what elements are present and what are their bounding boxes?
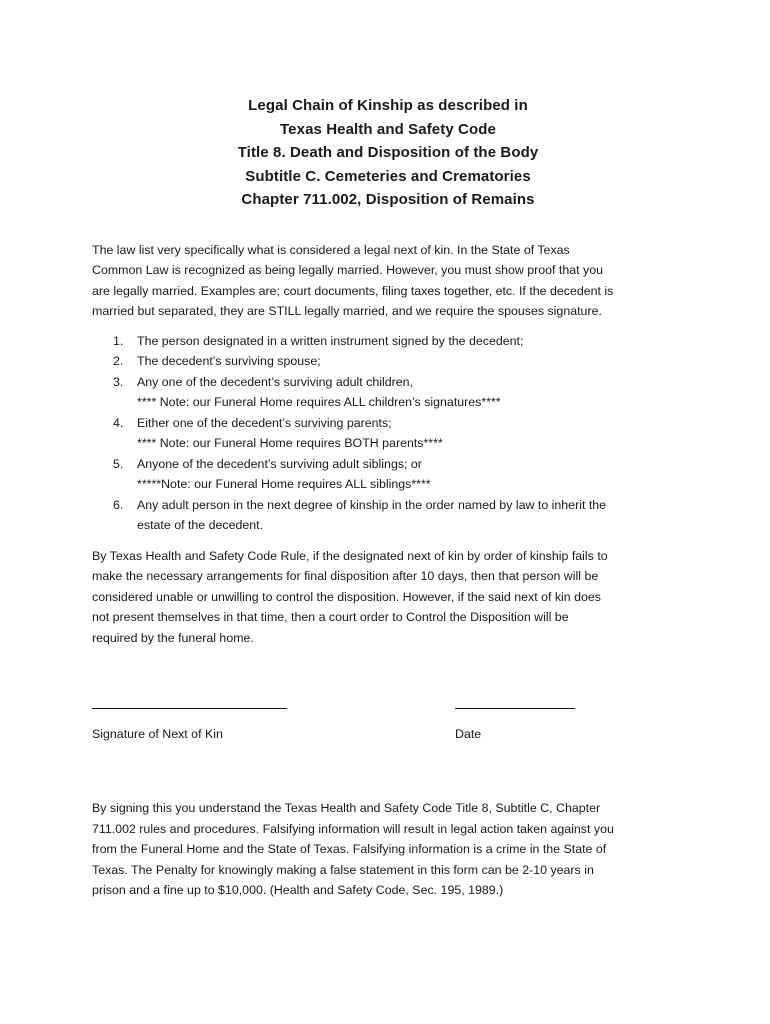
text-line: make the necessary arrangements for final disposition after 10 days, then that person will be (92, 569, 599, 584)
text-line: not present themselves in that time, then a court order to Control the Disposition will be (92, 610, 569, 625)
list-item-text: Either one of the decedent’s surviving parents; (137, 415, 392, 430)
list-number: 5. (113, 456, 124, 471)
text-line: By signing this you understand the Texas Health and Safety Code Title 8, Subtitle C, Chapter (92, 801, 601, 816)
text-line: married but separated, they are STILL legally married, and we require the spouses signature. (92, 304, 602, 319)
list-item (92, 351, 684, 372)
text-line: 711.002 rules and procedures. Falsifying information will result in legal action taken against you (92, 821, 614, 836)
text-line: are legally married. Examples are; court documents, filing taxes together, etc. If the decedent is (92, 283, 614, 298)
list-item-text: Any one of the decedent’s surviving adult children, (137, 374, 413, 389)
list-item (92, 454, 684, 495)
title-line: Subtitle C. Cemeteries and Crematories (245, 167, 531, 185)
text-line: from the Funeral Home and the State of Texas. Falsifying information is a crime in the State of (92, 842, 607, 857)
text-line: Common Law is recognized as being legally married. However, you must show proof that you (92, 263, 604, 278)
title-line: Legal Chain of Kinship as described in (248, 97, 528, 114)
date-line[interactable] (455, 708, 575, 709)
list-number: 2. (113, 354, 124, 369)
list-item-text: Anyone of the decedent’s surviving adult siblings; or (137, 456, 422, 471)
list-item (92, 372, 684, 413)
text-line: The law list very specifically what is considered a legal next of kin. In the State of Texas (92, 242, 570, 257)
list-number: 3. (113, 374, 124, 389)
text-line: required by the funeral home. (92, 630, 254, 645)
list-number: 1. (113, 333, 124, 348)
list-item-continuation: estate of the decedent. (137, 518, 264, 533)
list-item-text: The decedent’s surviving spouse; (137, 354, 321, 369)
text-line: Texas. The Penalty for knowingly making a false statement in this form can be 2-10 years in (92, 862, 594, 877)
text-line: By Texas Health and Safety Code Rule, if the designated next of kin by order of kinship fails to (92, 548, 608, 563)
signature-label: Signature of Next of Kin (92, 727, 223, 742)
rule-paragraph (92, 546, 684, 649)
title-line: Title 8. Death and Disposition of the Body (237, 144, 539, 162)
date-label: Date (455, 727, 482, 742)
text-line: considered unable or unwilling to control the disposition. However, if the said next of kin does (92, 589, 602, 604)
list-item-note: **** Note: our Funeral Home requires BOTH parents**** (137, 436, 443, 451)
intro-paragraph (92, 240, 684, 322)
list-item (92, 413, 684, 454)
kinship-order-list (92, 331, 684, 536)
list-item-note: *****Note: our Funeral Home requires ALL siblings**** (137, 477, 431, 492)
list-item (92, 495, 684, 536)
list-item-text: Any adult person in the next degree of kinship in the order named by law to inherit the (137, 497, 607, 512)
list-item-note: **** Note: our Funeral Home requires ALL children’s signatures**** (137, 395, 501, 410)
list-item (92, 331, 684, 352)
text-line: prison and a fine up to $10,000. (Health and Safety Code, Sec. 195, 1989.) (92, 883, 504, 898)
signature-line[interactable] (92, 708, 287, 709)
signature-section (92, 648, 684, 798)
list-number: 6. (113, 497, 124, 512)
title-line: Texas Health and Safety Code (280, 120, 496, 138)
document-title (92, 94, 684, 212)
title-line: Chapter 711.002, Disposition of Remains (241, 191, 535, 209)
list-item-text: The person designated in a written instrument signed by the decedent; (137, 333, 524, 348)
list-number: 4. (113, 415, 124, 430)
acknowledgement-paragraph (92, 798, 684, 901)
